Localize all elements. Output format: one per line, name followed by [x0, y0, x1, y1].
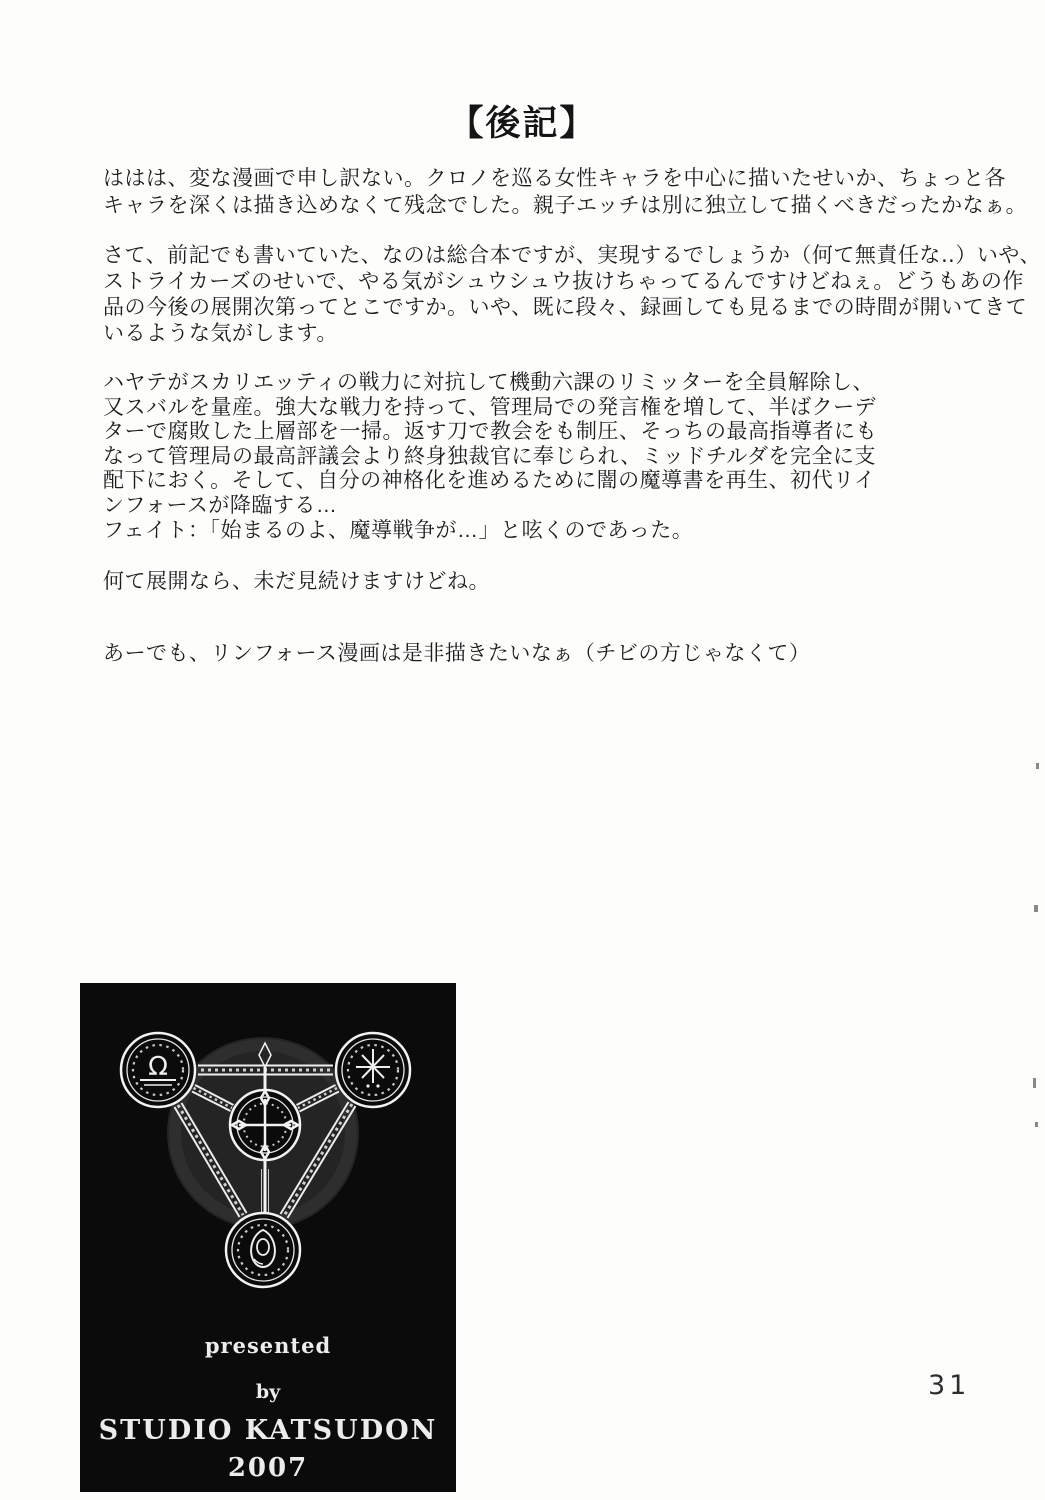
afterword-paragraph-1 — [103, 166, 1027, 219]
afterword-line: あーでも、リンフォース漫画は是非描きたいなぁ（チビの方じゃなくて） — [103, 642, 811, 665]
afterword-line: さて、前記でも書いていた、なのは総合本ですが、実現するでしょうか（何て無責任な‥）いや、 — [103, 244, 1041, 267]
afterword-paragraph-2 — [103, 243, 1041, 347]
afterword-paragraph-4 — [103, 569, 490, 595]
afterword-line: ンフォースが降臨する… — [103, 493, 338, 517]
scan-speck — [1035, 1122, 1038, 1127]
colophon-panel — [80, 983, 456, 1492]
afterword-line: キャラを深くは描き込めなくて残念でした。親子エッチは別に独立して描くべきだったかなぁ。 — [103, 193, 1028, 217]
colophon-presented-text: presented — [204, 1333, 332, 1358]
afterword-line: ストライカーズのせいで、やる気がシュウシュウ抜けちゃってるんですけどねぇ。どうもあの作 — [103, 270, 1024, 293]
scan-speck — [1034, 905, 1038, 912]
scan-speck — [1033, 1078, 1036, 1088]
page-number: 31 — [928, 1370, 971, 1401]
svg-text:Ω: Ω — [148, 1052, 168, 1082]
colophon-studio-name: STUDIO KATSUDON — [98, 1415, 438, 1446]
colophon-year: 2007 — [227, 1453, 309, 1483]
afterword-paragraph-3 — [103, 371, 877, 543]
afterword-line: フェイト：「始まるのよ、魔導戦争が…」と呟くのであった。 — [103, 518, 694, 542]
afterword-line: なって管理局の最高評議会より終身独裁官に奉じられ、ミッドチルダを完全に支 — [103, 444, 876, 468]
page-title: 【後記】 — [448, 104, 597, 143]
afterword-line: ターで腐敗した上層部を一掃。返す刀で教会をも制圧、そっちの最高指導者にも — [103, 420, 877, 444]
afterword-line: ハヤテがスカリエッティの戦力に対抗して機動六課のリミッターを全員解除し、 — [103, 371, 875, 394]
afterword-line: いるような気がします。 — [103, 322, 338, 345]
afterword-line: 配下におく。そして、自分の神格化を進めるために闇の魔導書を再生、初代リイ — [103, 469, 876, 493]
afterword-line: ははは、変な漫画で申し訳ない。クロノを巡る女性キャラを中心に描いたせいか、ちょっと各 — [103, 167, 1006, 190]
scan-speck — [1036, 763, 1039, 769]
afterword-line: 品の今後の展開次第ってとこですか。いや、既に段々、録画しても見るまでの時間が開いてきて — [103, 296, 1028, 319]
colophon-by-text: by — [255, 1381, 281, 1403]
triangle-magic-circle-emblem-icon — [80, 983, 456, 1323]
afterword-line: 又スバルを量産。強大な戦力を持って、管理局での発言権を増して、半ばクーデ — [103, 395, 877, 419]
afterword-line: 何て展開なら、未だ見続けますけどね。 — [103, 570, 490, 593]
afterword-paragraph-5 — [103, 641, 810, 667]
